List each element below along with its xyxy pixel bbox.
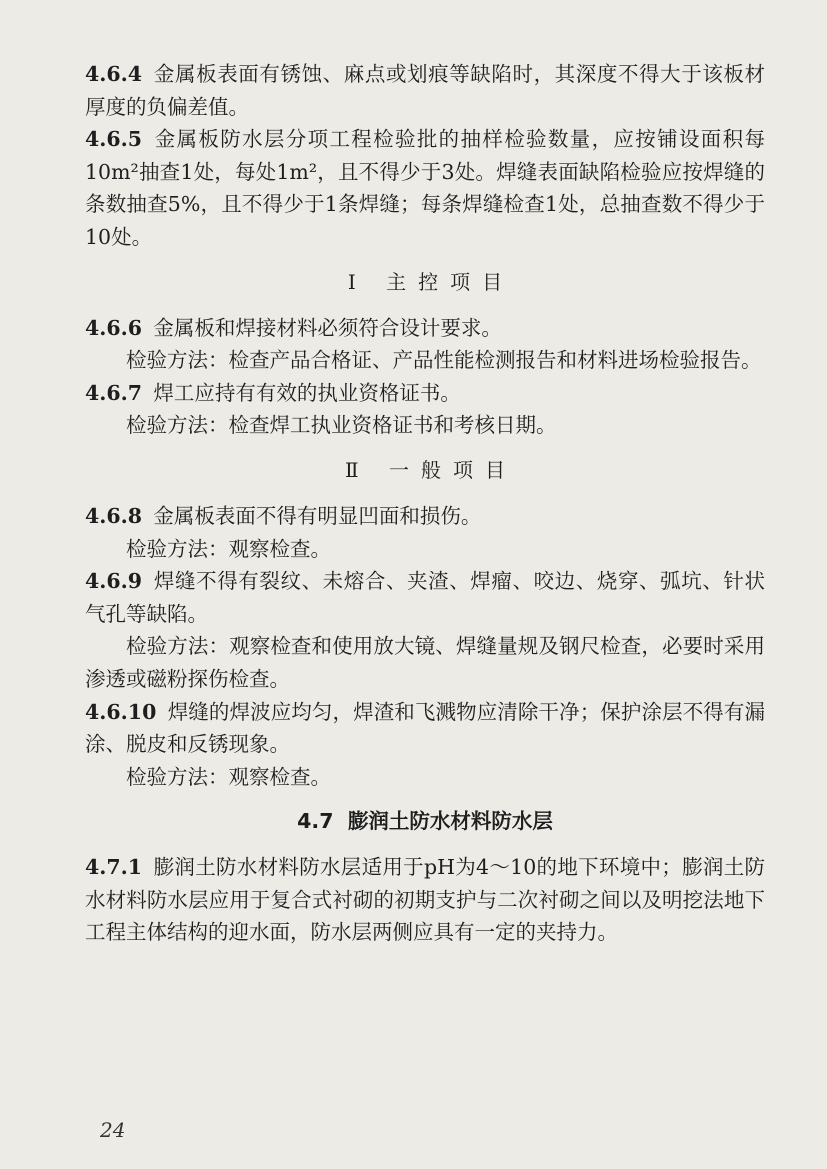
inspection-method: 检验方法：观察检查和使用放大镜、焊缝量规及钢尺检查，必要时采用渗透或磁粉探伤检查。 — [85, 634, 765, 691]
clause-number: 4.6.10 — [85, 699, 157, 724]
clause-number: 4.6.9 — [85, 569, 143, 594]
subheading-general-items: Ⅱ 一般项目 — [345, 457, 517, 482]
clause-text: 膨润土防水材料防水层适用于pH为4～10的地下环境中；膨润土防水材料防水层应用于复合式衬砌的初期支护与二次衬砌之间以及明挖法地下工程主体结构的迎水面，防水层两侧应具有一定的夹持力。 — [85, 855, 765, 945]
clause-4-6-10 — [85, 696, 765, 761]
clause-text: 焊工应持有有效的执业资格证书。 — [153, 380, 461, 405]
clause-number: 4.6.8 — [85, 503, 143, 528]
clause-text: 金属板防水层分项工程检验批的抽样检验数量，应按铺设面积每10m²抽查1处，每处1m²，且不得少于3处。焊缝表面缺陷检验应按焊缝的条数抽查5%，且不得少于1条焊缝；每条焊缝检查1处，总抽查数不得少于10处。 — [85, 127, 765, 249]
page-number: 24 — [100, 1118, 126, 1142]
clause-number: 4.7.1 — [85, 855, 143, 880]
section-title-4-7 — [85, 805, 765, 837]
clause-text: 金属板表面有锈蚀、麻点或划痕等缺陷时，其深度不得大于该板材厚度的负偏差值。 — [85, 62, 765, 119]
clause-number: 4.6.6 — [85, 315, 143, 340]
clause-4-6-4 — [85, 58, 765, 123]
clause-4-7-1 — [85, 851, 765, 949]
document-body — [85, 58, 765, 949]
clause-text: 焊缝不得有裂纹、未熔合、夹渣、焊瘤、咬边、烧穿、弧坑、针状气孔等缺陷。 — [85, 569, 765, 626]
inspection-method: 检验方法：观察检查。 — [126, 536, 331, 561]
clause-number: 4.6.4 — [85, 62, 143, 86]
clause-number: 4.6.5 — [85, 127, 143, 152]
clause-text: 焊缝的焊波应均匀，焊渣和飞溅物应清除干净；保护涂层不得有漏涂、脱皮和反锈现象。 — [85, 699, 765, 757]
clause-4-6-9 — [85, 565, 765, 630]
subheading-main-items: Ⅰ 主控项目 — [347, 269, 515, 294]
clause-4-6-8 — [85, 500, 765, 533]
section-title-text: 膨润土防水材料防水层 — [347, 809, 553, 834]
clause-number: 4.6.7 — [85, 380, 143, 405]
clause-text: 金属板和焊接材料必须符合设计要求。 — [153, 315, 502, 340]
inspection-method: 检验方法：检查焊工执业资格证书和考核日期。 — [126, 413, 557, 438]
clause-text: 金属板表面不得有明显凹面和损伤。 — [153, 503, 482, 528]
clause-4-6-7 — [85, 377, 765, 410]
clause-4-6-5 — [85, 123, 765, 253]
section-number: 4.7 — [297, 809, 334, 834]
inspection-method: 检验方法：观察检查。 — [126, 764, 331, 789]
clause-4-6-6 — [85, 312, 765, 345]
inspection-method: 检验方法：检查产品合格证、产品性能检测报告和材料进场检验报告。 — [126, 348, 762, 373]
